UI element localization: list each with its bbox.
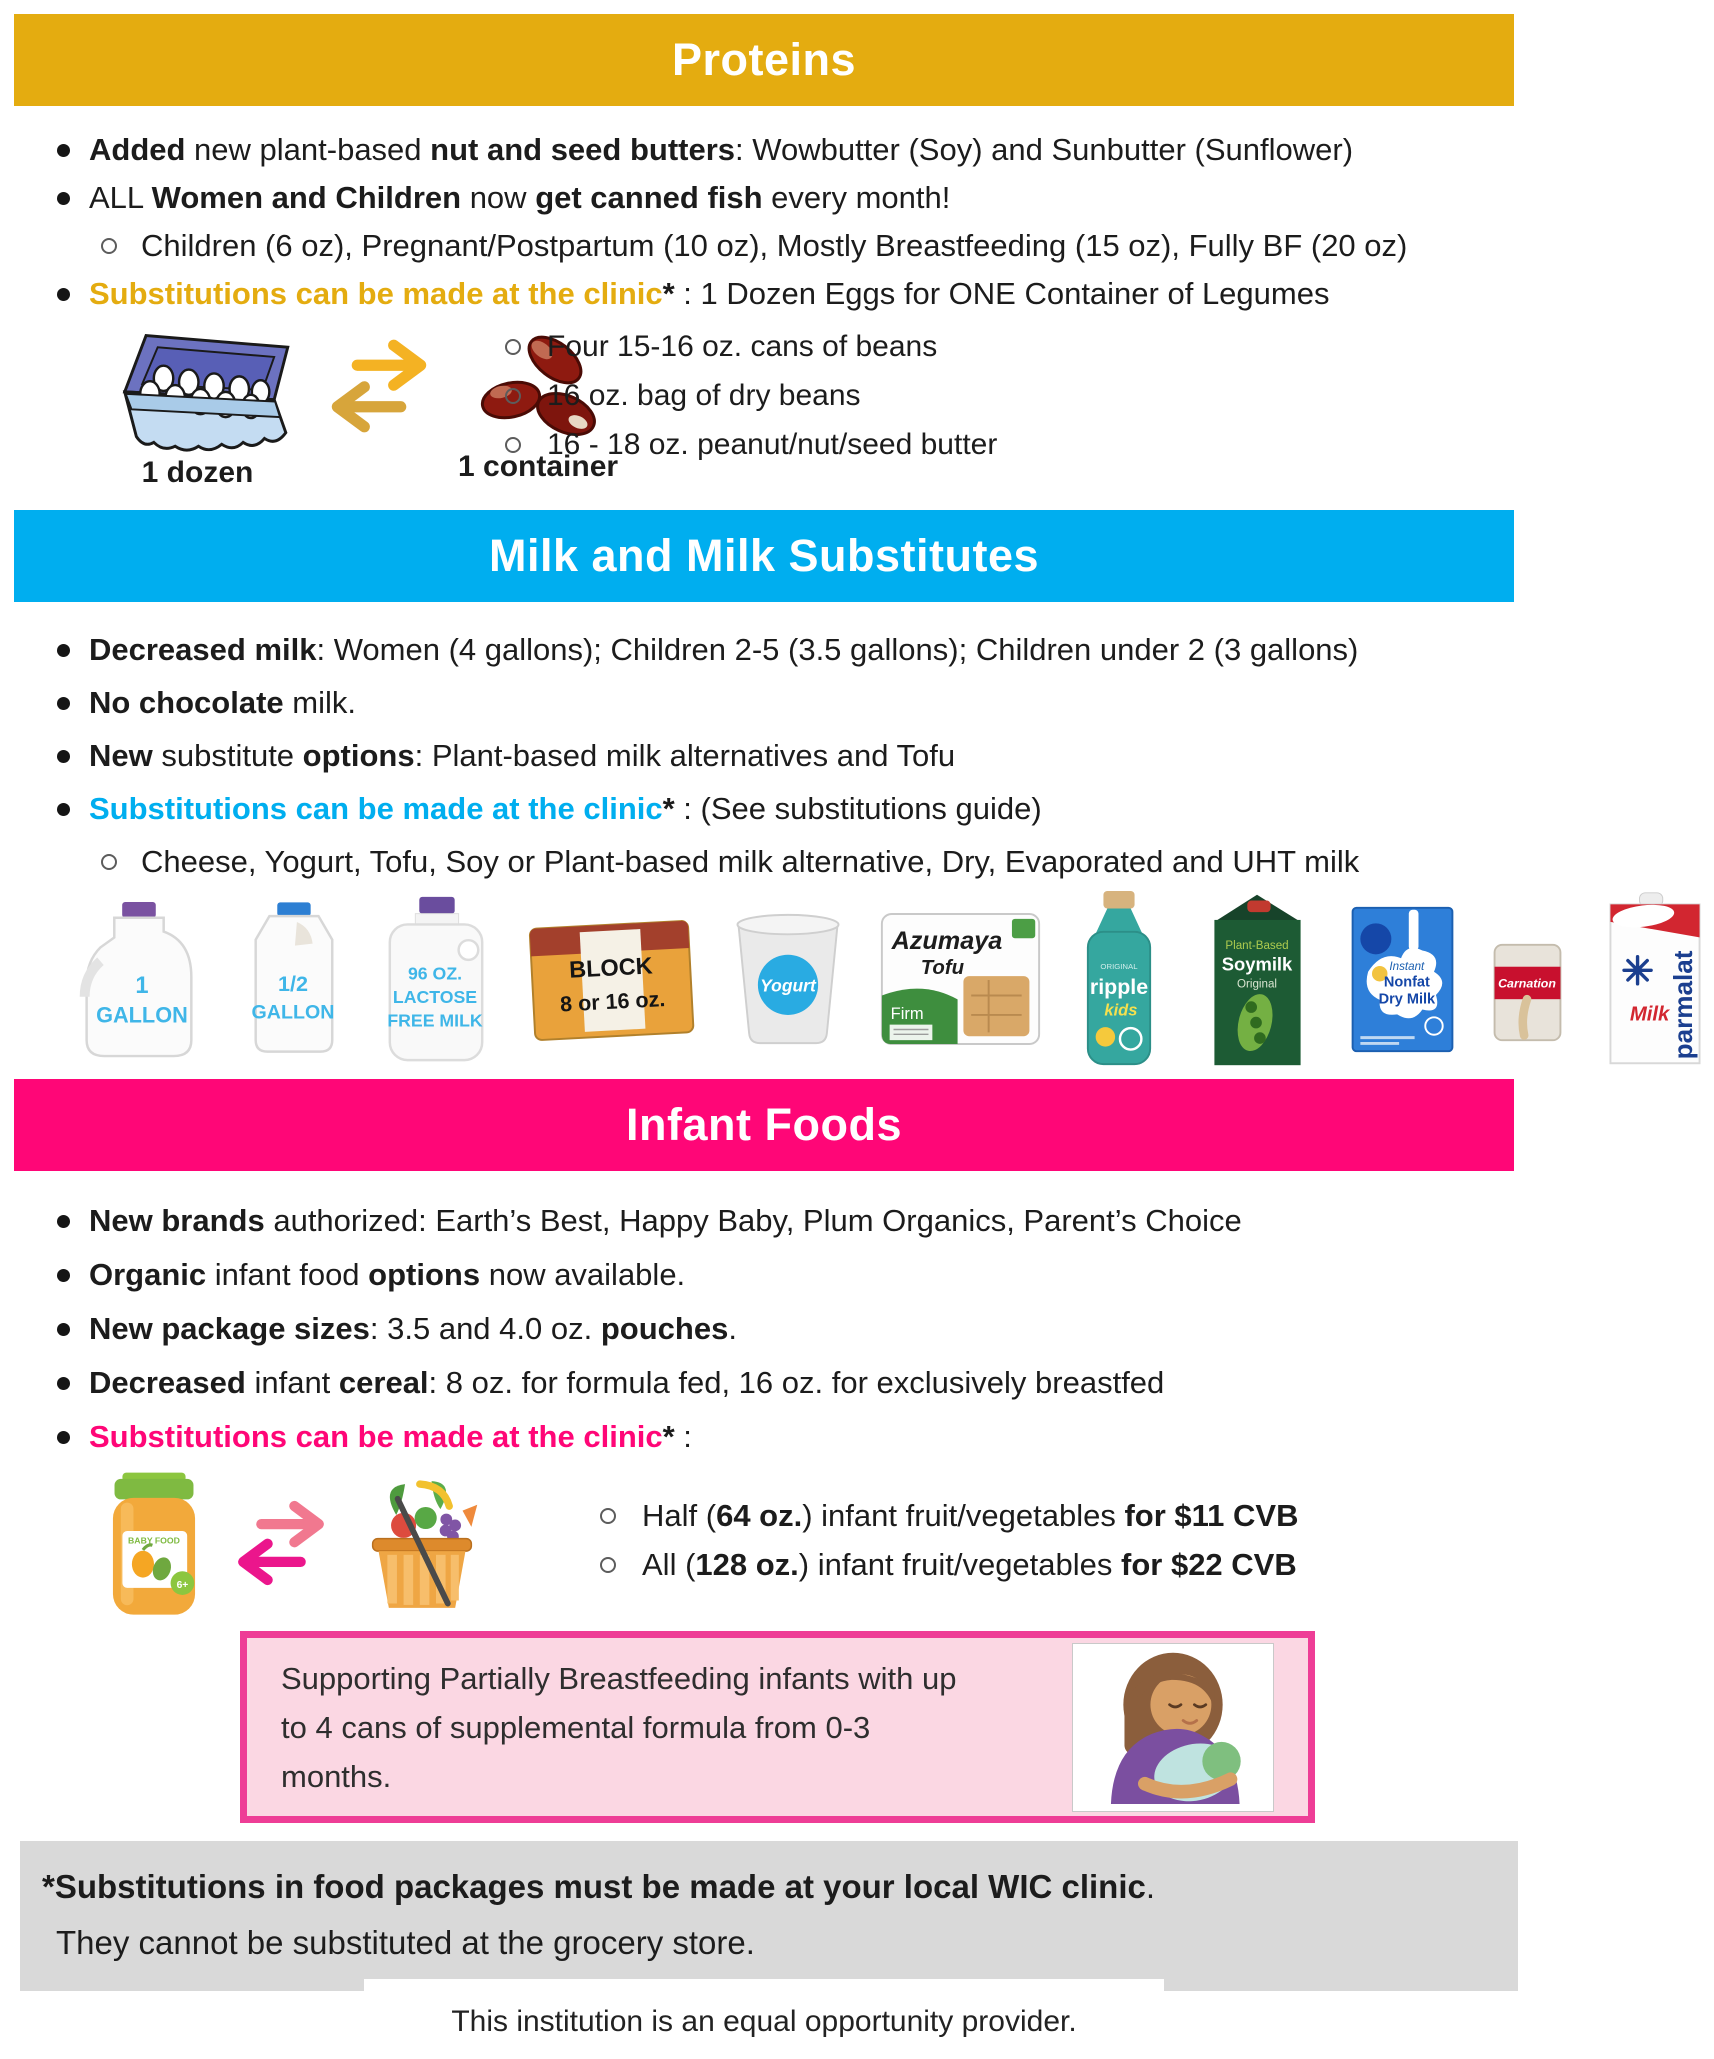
cvb-option-half: Half (64 oz.) infant fruit/vegetables for $11 CVB (600, 1497, 1298, 1535)
svg-text:GALLON: GALLON (96, 1001, 188, 1027)
equal-opportunity-footer (364, 1979, 1164, 2059)
bullet-proteins-substitutions: Substitutions can be made at the clinic* : 1 Dozen Eggs for ONE Container of Legumes (55, 274, 1518, 314)
bullet-infant-substitutions: Substitutions can be made at the clinic* : (55, 1417, 1518, 1457)
egg-carton-label: 1 dozen (141, 456, 254, 489)
svg-text:Nonfat: Nonfat (1383, 973, 1430, 990)
milk-title: Milk and Milk Substitutes (488, 530, 1040, 581)
cvb-option-all: All (128 oz.) infant fruit/vegetables for $22 CVB (600, 1546, 1298, 1584)
legume-options-list (505, 328, 997, 475)
milk-section-banner (14, 510, 1514, 602)
bullet-new-options: New substitute options: Plant-based milk alternatives and Tofu (55, 736, 1518, 776)
egg-carton-figure (95, 322, 300, 490)
svg-text:Original: Original (1237, 977, 1278, 991)
svg-text:Soymilk: Soymilk (1221, 953, 1293, 975)
svg-text:96 OZ.: 96 OZ. (407, 963, 463, 984)
disclaimer-line-1: *Substitutions in food packages must be made at your local WIC clinic. (42, 1868, 1156, 1905)
svg-text:1: 1 (135, 972, 149, 999)
produce-basket-icon (352, 1471, 492, 1621)
proteins-section-banner (14, 14, 1514, 106)
svg-text:parmalat: parmalat (1667, 950, 1698, 1060)
sub-bullet-fish-amounts: Children (6 oz), Pregnant/Postpartum (10 oz), Mostly Breastfeeding (15 oz), Fully BF (20 oz) (101, 226, 1518, 266)
ripple-kids-bottle-icon (1069, 889, 1169, 1069)
bullet-organic: Organic infant food options now available. (55, 1255, 1518, 1295)
legume-option: 16 oz. bag of dry beans (505, 377, 997, 415)
svg-text:Firm: Firm (890, 1004, 924, 1023)
svg-text:6+: 6+ (176, 1579, 189, 1591)
breastfeeding-image (1072, 1643, 1274, 1812)
substitution-disclaimer-box (20, 1841, 1518, 1991)
svg-text:kids: kids (1104, 1000, 1138, 1020)
legumes-label: 1 container (458, 450, 619, 483)
svg-text:BABY FOOD: BABY FOOD (128, 1535, 180, 1546)
egg-carton-icon (95, 322, 300, 454)
egg-legume-swap-graphic (0, 322, 1528, 500)
svg-text:Carnation: Carnation (1498, 976, 1556, 991)
bullet-package-sizes: New package sizes: 3.5 and 4.0 oz. pouches. (55, 1309, 1518, 1349)
svg-text:1/2: 1/2 (277, 970, 308, 996)
milk-bullets (55, 630, 1518, 882)
proteins-title: Proteins (671, 34, 857, 85)
proteins-bullets (55, 130, 1518, 314)
svg-text:Plant-Based: Plant-Based (1225, 938, 1289, 952)
svg-text:ripple: ripple (1089, 975, 1149, 1000)
svg-text:8 or 16 oz.: 8 or 16 oz. (559, 987, 666, 1017)
footer-text: This institution is an equal opportunity provider. (451, 2005, 1077, 2038)
svg-text:Dry Milk: Dry Milk (1378, 991, 1436, 1008)
lactose-free-milk-icon (372, 893, 500, 1065)
bullet-milk-substitutions: Substitutions can be made at the clinic* : (See substitutions guide) (55, 789, 1518, 829)
sub-bullet-milk-subs: Cheese, Yogurt, Tofu, Soy or Plant-based milk alternative, Dry, Evaporated and UHT milk (101, 842, 1518, 882)
infant-section-banner (14, 1079, 1514, 1171)
svg-text:BLOCK: BLOCK (568, 952, 654, 983)
svg-text:FREE MILK: FREE MILK (387, 1010, 483, 1031)
infant-title: Infant Foods (626, 1099, 902, 1150)
bullet-canned-fish: ALL Women and Children now get canned fish every month! (55, 178, 1518, 218)
bullet-nut-seed-butters: Added new plant-based nut and seed butters: Wowbutter (Soy) and Sunbutter (Sunflower) (55, 130, 1518, 170)
svg-text:GALLON: GALLON (251, 1001, 335, 1024)
nonfat-dry-milk-box-icon (1346, 902, 1459, 1057)
milk-products-row (62, 895, 1698, 1063)
legume-option: 16 - 18 oz. peanut/nut/seed butter (505, 426, 997, 464)
yogurt-cup-icon (724, 911, 852, 1047)
bullet-decreased-milk: Decreased milk: Women (4 gallons); Children 2-5 (3.5 gallons); Children under 2 (3 gallons) (55, 630, 1518, 670)
cheese-block-icon (523, 909, 702, 1050)
bullet-new-brands: New brands authorized: Earth’s Best, Happy Baby, Plum Organics, Parent’s Choice (55, 1201, 1518, 1241)
exchange-arrows-icon (222, 1495, 340, 1591)
breastfeeding-support-note (240, 1631, 1315, 1823)
infant-cvb-options-list (600, 1497, 1298, 1595)
svg-text:Milk: Milk (1629, 1003, 1670, 1026)
svg-text:Instant: Instant (1389, 959, 1425, 973)
bullet-no-chocolate: No chocolate milk. (55, 683, 1518, 723)
breastfeeding-note-text: Supporting Partially Breastfeeding infants with up to 4 cans of supplemental formula from 0-3 months. (281, 1660, 957, 1794)
half-gallon-milk-icon (238, 900, 346, 1058)
one-gallon-milk-icon (62, 898, 212, 1061)
exchange-arrows-icon (314, 334, 444, 438)
breastfeeding-mother-icon (1075, 1646, 1271, 1804)
parmalat-carton-icon (1596, 887, 1714, 1071)
legume-option: Four 15-16 oz. cans of beans (505, 328, 997, 366)
disclaimer-line-2: They cannot be substituted at the grocery store. (56, 1924, 755, 1961)
baby-food-jar-icon (98, 1471, 210, 1621)
bullet-infant-cereal: Decreased infant cereal: 8 oz. for formula fed, 16 oz. for exclusively breastfed (55, 1363, 1518, 1403)
svg-text:Yogurt: Yogurt (760, 975, 816, 996)
svg-text:LACTOSE: LACTOSE (392, 987, 478, 1008)
tofu-package-icon (878, 905, 1043, 1053)
soymilk-carton-icon (1195, 887, 1320, 1071)
infant-food-swap-graphic (0, 1471, 1528, 1621)
baby-food-jar-figure (98, 1471, 210, 1621)
svg-text:Azumaya: Azumaya (891, 926, 1003, 955)
svg-text:ORIGINAL: ORIGINAL (1100, 961, 1138, 971)
infant-bullets (55, 1201, 1518, 1457)
svg-text:Tofu: Tofu (920, 957, 965, 980)
carnation-can-icon (1485, 940, 1570, 1045)
